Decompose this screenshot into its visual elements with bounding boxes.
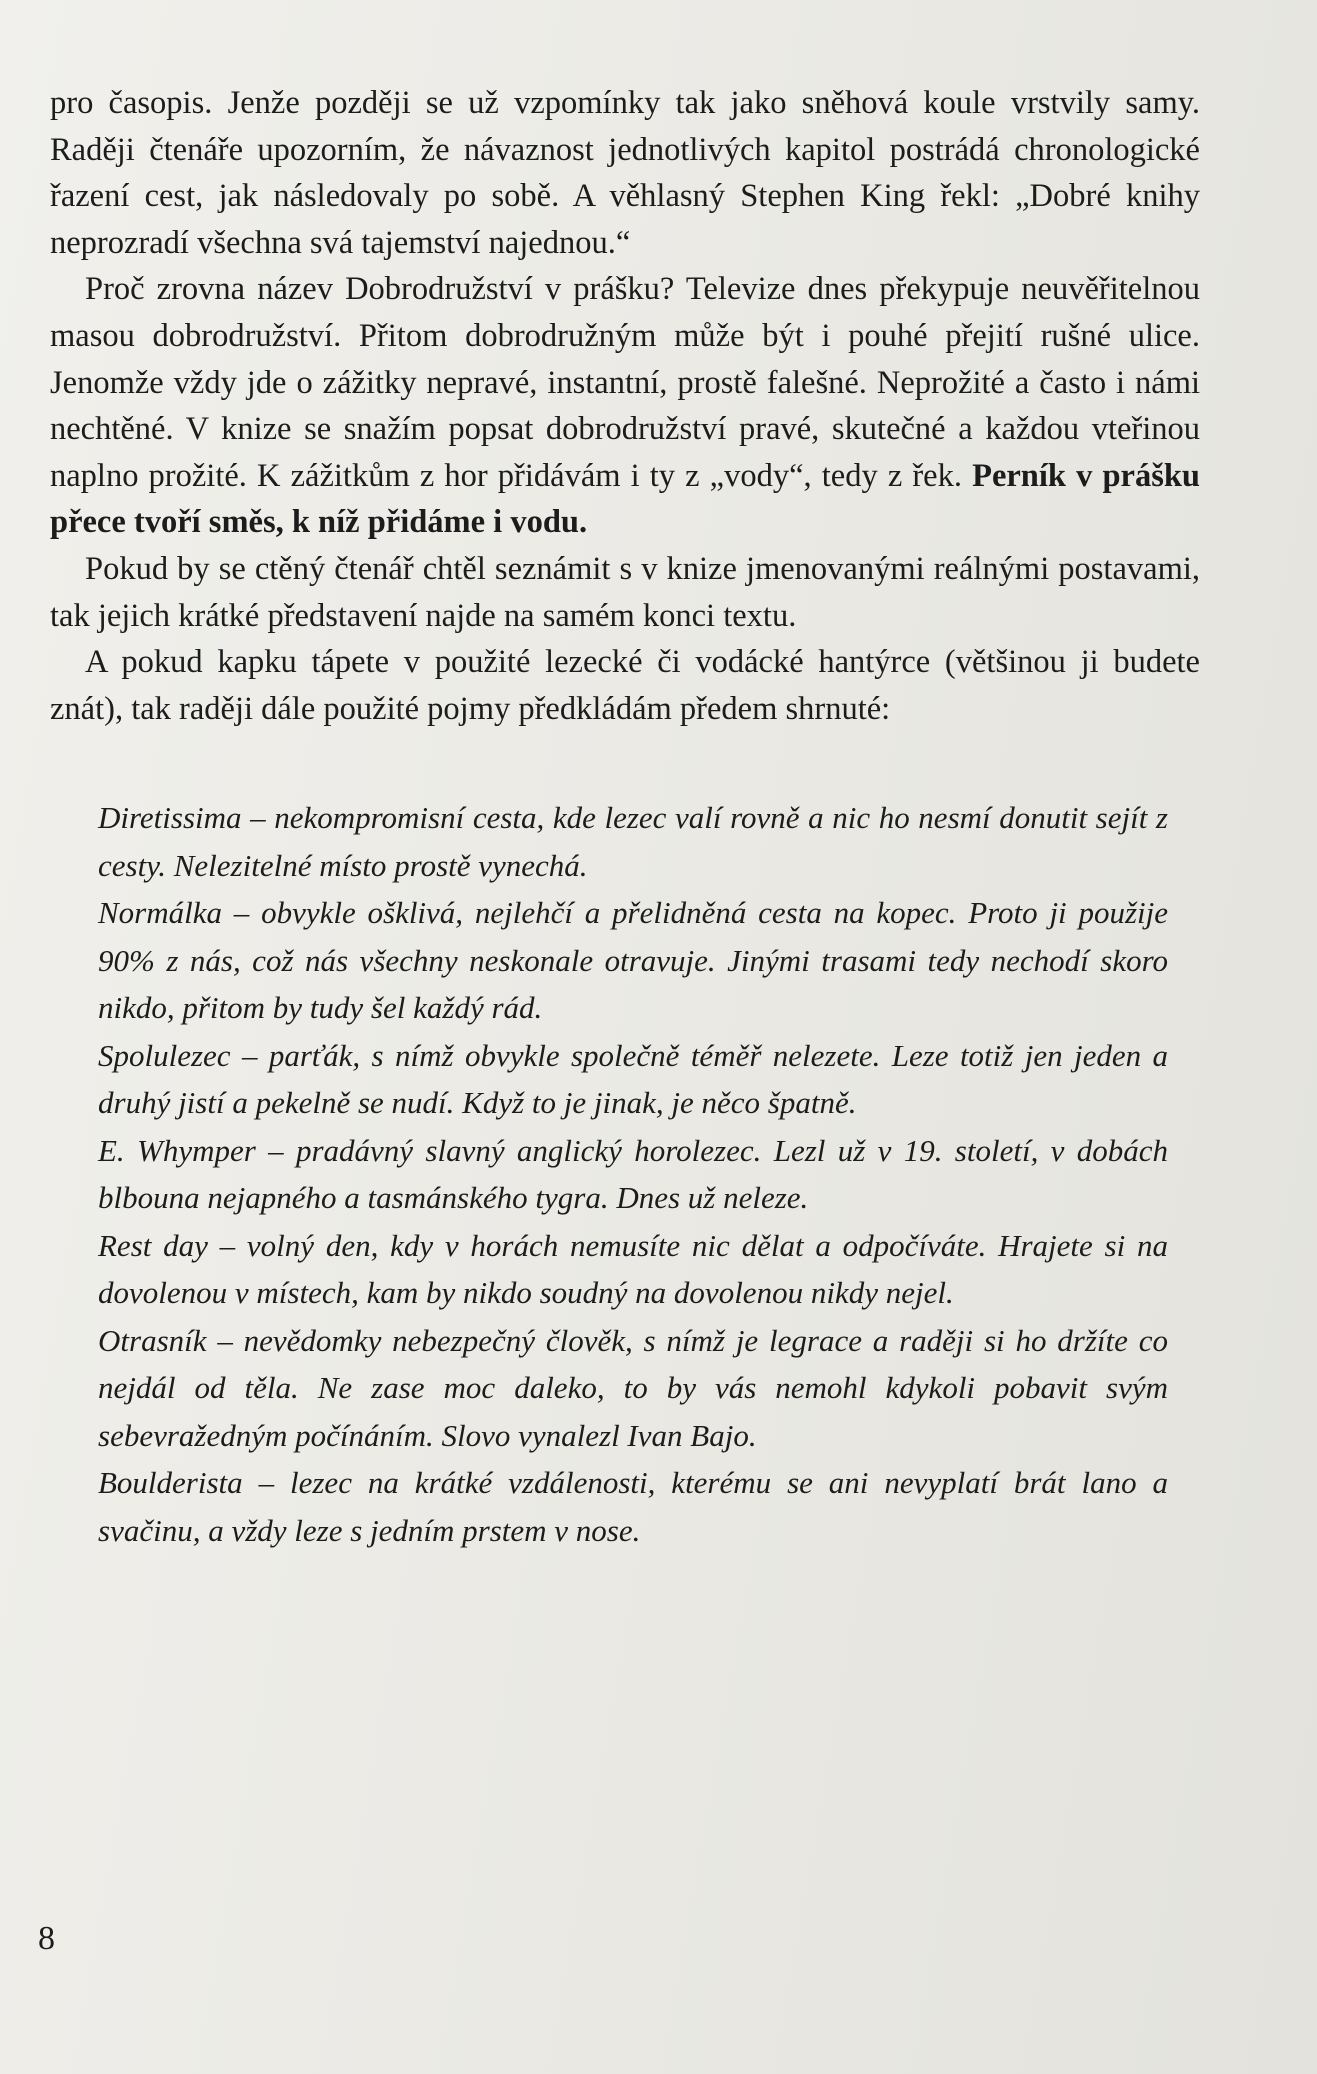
glossary	[50, 794, 1168, 1554]
paragraph-1	[50, 80, 1200, 266]
glossary-entry-rest-day: Rest day – volný den, kdy v horách nemusíte nic dělat a odpočíváte. Hrajete si na dovolenou v místech, kam by nikdo soudný na dovolenou nikdy nejel.	[98, 1227, 1168, 1311]
glossary-entry-otrasnik: Otrasník – nevědomky nebezpečný člověk, s nímž je legrace a raději si ho držíte co nejdál od těla. Ne zase moc daleko, to by vás nemohl kdykoli pobavit svým sebevražedným počínáním. Slovo vynalezl Ivan Bajo.	[98, 1322, 1168, 1453]
paragraph-2-text: Proč zrovna název Dobrodružství v prášku? Televize dnes překypuje neuvěřitelnou masou dobrodružství. Přitom dobrodružným může být i pouhé přejití rušné ulice. Jenomže vždy jde o zážitky nepravé, instantní, prostě falešné. Neprožité a často i námi nechtěné. V knize se snažím popsat dobrodružství pravé, skutečné a každou vteřinou naplno prožité. K zážitkům z hor přidávám i ty z „vody“, tedy z řek.	[50, 271, 1200, 494]
glossary-entry-whymper: E. Whymper – pradávný slavný anglický horolezec. Lezl už v 19. století, v dobách blbouna nejapného a tasmánského tygra. Dnes už neleze.	[98, 1132, 1168, 1216]
paragraph-2-bold-text: Perník v prášku přece tvoří směs, k níž přidáme i vodu.	[50, 457, 1200, 541]
glossary-entry-spolulezec: Spolulezec – parťák, s nímž obvykle společně téměř nelezete. Leze totiž jen jeden a druhý jistí a pekelně se nudí. Když to je jinak, je něco špatně.	[98, 1037, 1168, 1121]
paragraph-4-text: A pokud kapku tápete v použité lezecké či vodácké hantýrce (většinou ji budete znát), tak raději dále použité pojmy předkládám předem shrnuté:	[50, 644, 1200, 727]
paragraph-3-text: Pokud by se ctěný čtenář chtěl seznámit s v knize jmenovanými reálnými postavami, tak jejich krátké představení najde na samém konci textu.	[50, 550, 1200, 634]
page-number: 8	[38, 1920, 55, 1957]
glossary-entry-diretissima: Diretissima – nekompromisní cesta, kde lezec valí rovně a nic ho nesmí donutit sejít z cesty. Nelezitelné místo prostě vynechá.	[98, 800, 1168, 883]
paragraph-3	[50, 546, 1200, 639]
paragraph-4	[50, 639, 1200, 732]
paragraph-2	[50, 266, 1200, 546]
book-page	[50, 80, 1200, 1554]
glossary-entry-normalka: Normálka – obvykle ošklivá, nejlehčí a přelidněná cesta na kopec. Proto ji použije 90% z nás, což nás všechny neskonale otravuje. Jinými trasami tedy nechodí skoro nikdo, přitom by tudy šel každý rád.	[98, 895, 1168, 1026]
paragraph-1-text: pro časopis. Jenže později se už vzpomínky tak jako sněhová koule vrstvily samy. Raději čtenáře upozorním, že návaznost jednotlivých kapitol postrádá chronologické řazení cest, jak následovaly po sobě. A věhlasný Stephen King řekl: „Dobré knihy neprozradí všechna svá tajemství najednou.“	[50, 85, 1200, 261]
glossary-entry-boulderista: Boulderista – lezec na krátké vzdálenosti, kterému se ani nevyplatí brát lano a svačinu, a vždy leze s jedním prstem v nose.	[98, 1465, 1168, 1548]
